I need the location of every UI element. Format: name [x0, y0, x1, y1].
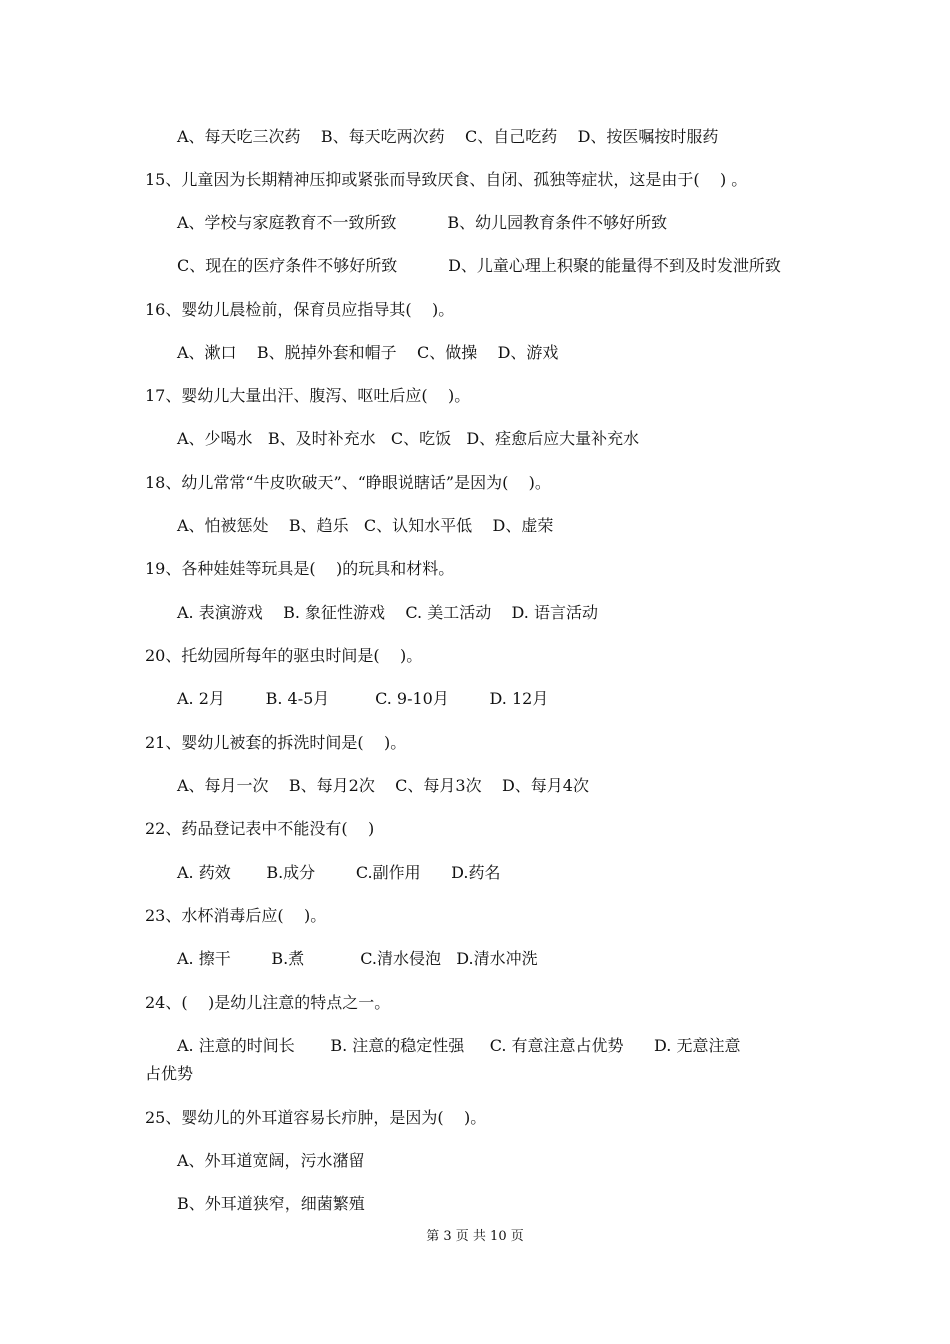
question-line: 21、婴幼儿被套的拆洗时间是( )。 [145, 733, 407, 752]
option-continuation-line: 占优势 [145, 1064, 194, 1083]
option-line: A、每天吃三次药 B、每天吃两次药 C、自己吃药 D、按医嘱按时服药 [177, 127, 719, 146]
question-line: 23、水杯消毒后应( )。 [145, 906, 327, 925]
question-line: 17、婴幼儿大量出汗、腹泻、呕吐后应( )。 [145, 386, 471, 405]
option-line: B、外耳道狭窄，细菌繁殖 [177, 1194, 365, 1213]
page-footer: 第 3 页 共 10 页 [426, 1229, 524, 1244]
option-line: A. 注意的时间长 B. 注意的稳定性强 C. 有意注意占优势 D. 无意注意 [177, 1036, 741, 1055]
option-line: A. 表演游戏 B. 象征性游戏 C. 美工活动 D. 语言活动 [177, 603, 598, 622]
option-line: C、现在的医疗条件不够好所致 D、儿童心理上积聚的能量得不到及时发泄所致 [177, 256, 781, 275]
question-line: 24、( )是幼儿注意的特点之一。 [145, 993, 391, 1012]
question-line: 16、婴幼儿晨检前，保育员应指导其( )。 [145, 300, 455, 319]
option-line: A. 药效 B.成分 C.副作用 D.药名 [177, 863, 501, 882]
option-line: A、每月一次 B、每月2次 C、每月3次 D、每月4次 [177, 776, 589, 795]
question-line: 22、药品登记表中不能没有( ) [145, 819, 375, 838]
question-line: 20、托幼园所每年的驱虫时间是( )。 [145, 646, 423, 665]
question-line: 15、儿童因为长期精神压抑或紧张而导致厌食、自闭、孤独等症状，这是由于( ) 。 [145, 170, 748, 189]
option-line: A、少喝水 B、及时补充水 C、吃饭 D、痊愈后应大量补充水 [177, 429, 640, 448]
option-line: A、学校与家庭教育不一致所致 B、幼儿园教育条件不够好所致 [177, 213, 668, 232]
option-line: A、漱口 B、脱掉外套和帽子 C、做操 D、游戏 [177, 343, 559, 362]
option-line: A、怕被惩处 B、趋乐 C、认知水平低 D、虚荣 [177, 516, 554, 535]
question-line: 25、婴幼儿的外耳道容易长疖肿，是因为( )。 [145, 1108, 487, 1127]
question-line: 18、幼儿常常“牛皮吹破天”、“睁眼说瞎话”是因为( )。 [145, 473, 551, 492]
option-line: A. 2月 B. 4-5月 C. 9-10月 D. 12月 [177, 689, 549, 708]
question-line: 19、各种娃娃等玩具是( )的玩具和材料。 [145, 559, 455, 578]
option-line: A、外耳道宽阔，污水潴留 [177, 1151, 365, 1170]
option-line: A. 擦干 B.煮 C.清水侵泡 D.清水冲洗 [177, 949, 538, 968]
